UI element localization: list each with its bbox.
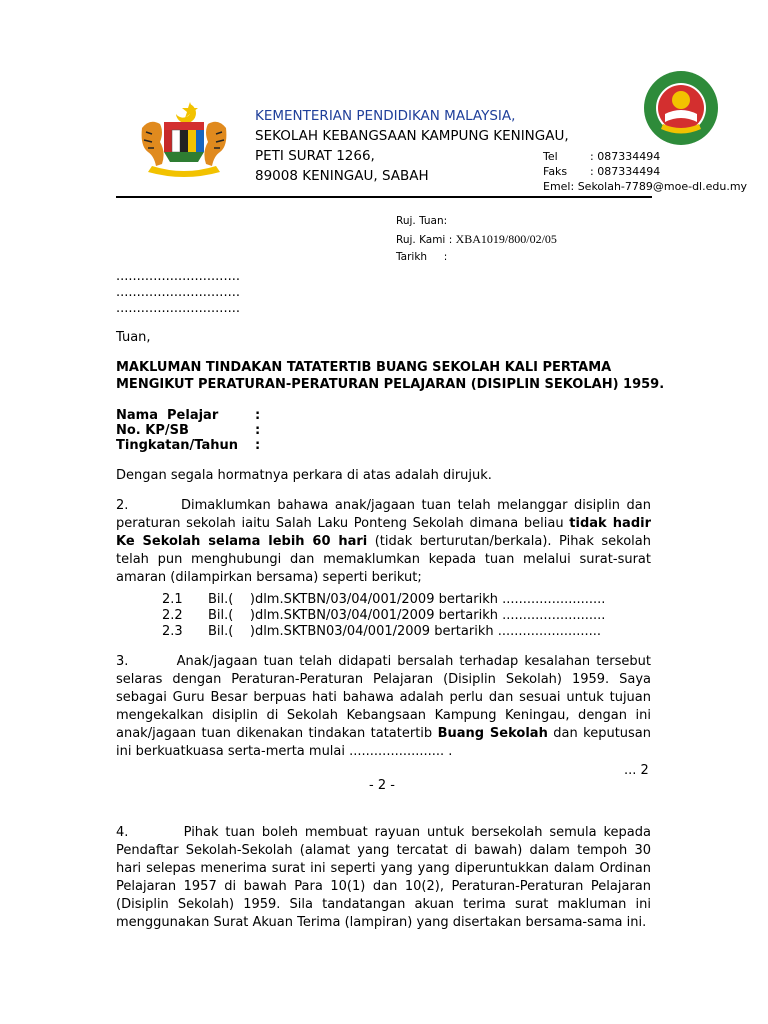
faks-value: : 087334494 — [590, 165, 661, 178]
field-separator: : — [255, 438, 261, 453]
po-box: PETI SURAT 1266, — [255, 148, 375, 164]
paragraph-2 — [116, 497, 656, 587]
list-item-text: Bil.( )dlm.SKTBN03/04/001/2009 bertarikh ......................... — [208, 624, 602, 639]
address-line[interactable]: .............................. — [116, 301, 240, 316]
email[interactable]: Emel: Sekolah-7789@moe-dl.edu.my — [543, 180, 748, 193]
list-item-number: 2.2 — [162, 608, 183, 623]
tel-label: Tel — [543, 150, 558, 163]
school-logo — [643, 70, 719, 146]
intro-text: Dengan segala hormatnya perkara di atas adalah dirujuk. — [116, 468, 492, 483]
field-label: No. KP/SB — [116, 423, 189, 438]
paragraph-2-emphasis: tidak hadir Ke Sekolah selama lebih 60 hari — [116, 516, 656, 549]
paragraph-2-text-end: (tidak berturutan/berkala). Pihak sekolah telah pun menghubungi dan memaklumkan kepada tuan melalui surat-surat amaran (dilampirkan bersama) seperti berikut; — [116, 534, 656, 585]
field-separator: : — [255, 408, 261, 423]
coat-of-arms-logo — [134, 100, 234, 178]
header-divider — [116, 196, 652, 198]
postcode-city: 89008 KENINGAU, SABAH — [255, 168, 429, 184]
paragraph-4: 4. Pihak tuan boleh membuat rayuan untuk bersekolah semula kepada Pendaftar Sekolah-Sekolah (alamat yang tercatat di bawah) dalam tempoh 30 hari selepas menerima surat ini seperti yang yang diperuntukkan dalam Ordinan Pelajaran 1957 di bawah Para 10(1) dan 10(2), Peraturan-Peraturan Pelajaran (Disiplin Sekolah) 1959. Sila tandatangan akuan terima surat makluman ini menggunakan Surat Akuan Terima (lampiran) yang disertakan bersama-sama ini. — [116, 825, 656, 930]
field-label: Tingkatan/Tahun — [116, 438, 239, 453]
faks-label: Faks — [543, 165, 568, 178]
ruj-kami — [396, 231, 557, 248]
address-line[interactable]: .............................. — [116, 285, 240, 300]
ruj-kami-label: Ruj. Kami : — [396, 234, 453, 246]
field-label: Nama Pelajar — [116, 408, 219, 423]
ruj-kami-value: XBA1019/800/02/05 — [455, 232, 557, 246]
page-number: - 2 - — [369, 778, 395, 793]
tel-value: : 087334494 — [590, 150, 661, 163]
ruj-tuan: Ruj. Tuan: — [396, 215, 448, 227]
paragraph-2-text: 2. Dimaklumkan bahawa anak/jagaan tuan telah melanggar disiplin dan peraturan sekolah iaitu Salah Laku Ponteng Sekolah dimana beliau — [116, 498, 656, 531]
paragraph-3-text: 3. Anak/jagaan tuan telah didapati bersalah terhadap kesalahan tersebut selaras dengan Peraturan-Peraturan Pelajaran (Disiplin Sekolah) 1959. Saya sebagai Guru Besar berpuas hati bahawa adalah perlu dan sesuai untuk tujuan mengekalkan disiplin di Sekolah Kebangsaan Kampung Keningau, dengan ini anak/jagaan tuan dikenakan tindakan tatatertib — [116, 654, 656, 741]
salutation: Tuan, — [116, 330, 151, 345]
continued-marker: ... 2 — [624, 763, 649, 778]
list-item-number: 2.3 — [162, 624, 183, 639]
address-line[interactable]: .............................. — [116, 269, 240, 284]
paragraph-3 — [116, 653, 656, 761]
paragraph-3-emphasis: Buang Sekolah — [437, 726, 548, 741]
field-tingkatan[interactable] — [116, 437, 260, 455]
list-item-number: 2.1 — [162, 592, 183, 607]
list-item-text: Bil.( )dlm.SKTBN/03/04/001/2009 bertarikh ......................... — [208, 592, 606, 607]
field-separator: : — [255, 423, 261, 438]
subject-line: MENGIKUT PERATURAN-PERATURAN PELAJARAN (DISIPLIN SEKOLAH) 1959. — [116, 377, 665, 392]
paragraph-3-text-end: dan keputusan ini berkuatkuasa serta-merta mulai ....................... . — [116, 726, 656, 759]
tarikh: Tarikh : — [396, 251, 448, 263]
ministry-name: KEMENTERIAN PENDIDIKAN MALAYSIA, — [255, 108, 516, 124]
subject-line: MAKLUMAN TINDAKAN TATATERTIB BUANG SEKOLAH KALI PERTAMA — [116, 360, 612, 375]
list-item-text: Bil.( )dlm.SKTBN/03/04/001/2009 bertarikh ......................... — [208, 608, 606, 623]
list-item — [162, 623, 601, 641]
school-name: SEKOLAH KEBANGSAAN KAMPUNG KENINGAU, — [255, 128, 569, 144]
